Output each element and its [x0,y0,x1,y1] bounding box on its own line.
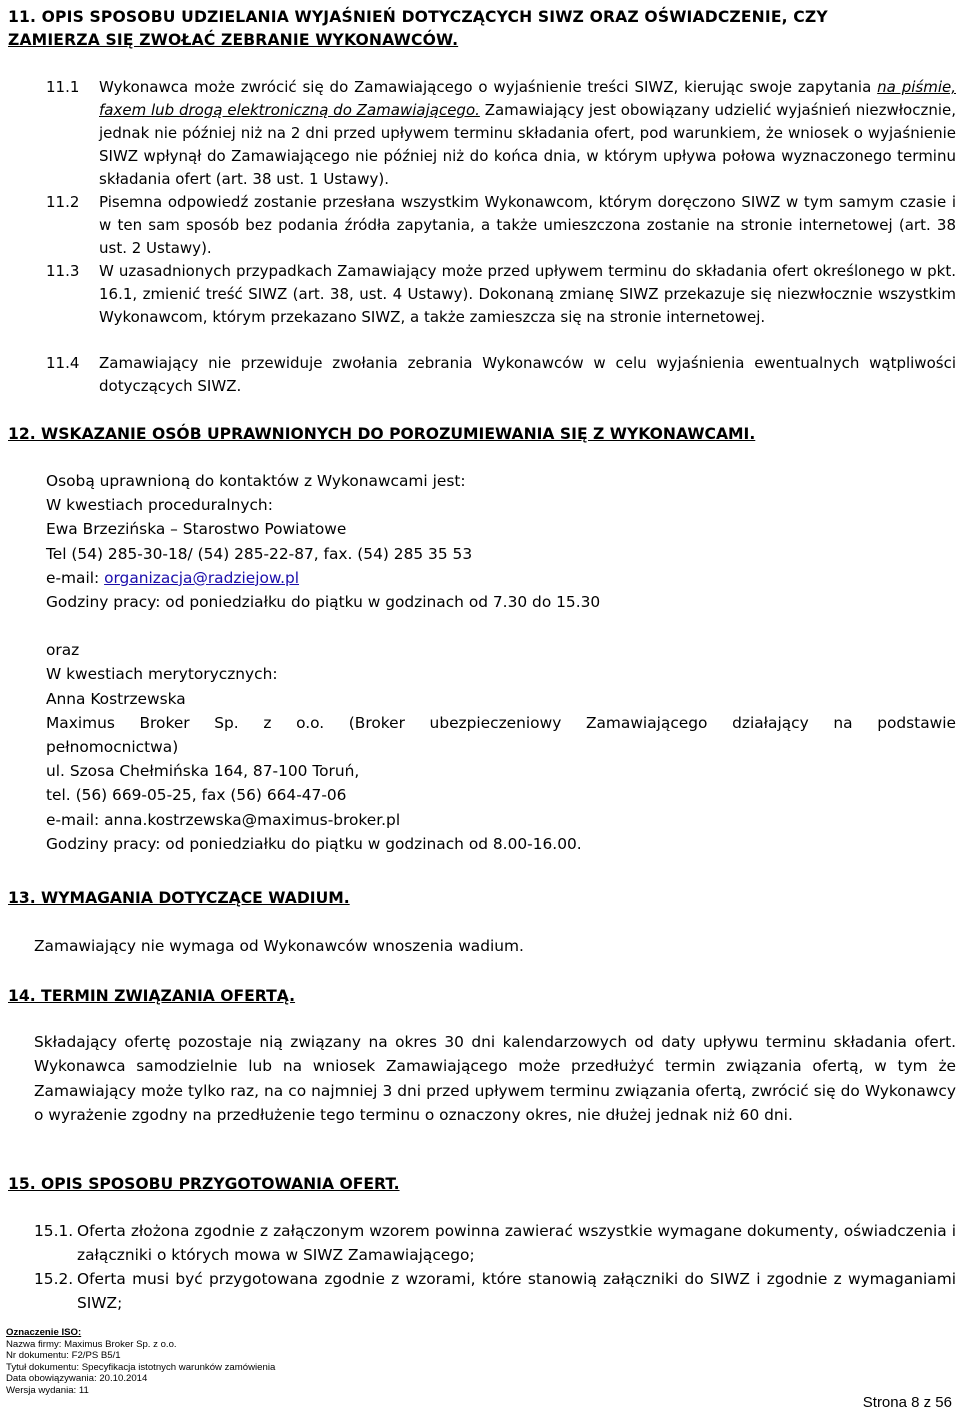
item-text: Wykonawca może zwrócić się do Zamawiającego o wyjaśnienie treści SIWZ, kierując swoje zapytania na piśmie, faxem lub drogą elektroniczną do Zamawiającego. Zamawiający jest obowiązany udzielić wyjaśnień niezwłocznie, jednak nie później niż na 2 dni przed upływem terminu składania ofert, pod warunkiem, że wniosek o wyjaśnienie SIWZ wpłynął do Zamawiającego nie później niż do końca dnia, w którym upływa połowa wyznaczonego terminu składania ofert (art. 38 ust. 1 Ustawy). [99,78,956,188]
substantive-address: ul. Szosa Chełmińska 164, 87-100 Toruń, [46,762,360,781]
footer-doc-number: Nr dokumentu: F2/PS B5/1 [6,1350,121,1362]
item-number: 11.3 [46,262,80,280]
substantive-company: Maximus Broker Sp. z o.o. (Broker ubezpieczeniowy Zamawiającego działający na podstawie [46,713,956,732]
item-11-3 [46,260,956,329]
substantive-company-cont: pełnomocnictwa) [46,738,179,757]
item-text: W uzasadnionych przypadkach Zamawiający może przed upływem terminu do składania ofert określonego w pkt. 16.1, zmienić treść SIWZ (art. 38, ust. 4 Ustawy). Dokonaną zmianę SIWZ przekazuje się niezwłocznie wszystkim Wykonawcom, którym przekazano SIWZ, a także zamieszcza się na stronie internetowej. [99,262,956,326]
substantive-label: W kwestiach merytorycznych: [46,665,278,684]
item-number: 15.2. [34,1270,74,1288]
substantive-email: e-mail: anna.kostrzewska@maximus-broker.pl [46,810,401,829]
item-15-2 [34,1268,956,1315]
procedural-contact-name: Ewa Brzezińska – Starostwo Powiatowe [46,520,347,539]
footer-doc-title: Tytuł dokumentu: Specyfikacja istotnych warunków zamówienia [6,1361,276,1373]
section-13-heading: 13. WYMAGANIA DOTYCZĄCE WADIUM. [8,889,350,907]
section-11-heading-line2: ZAMIERZA SIĘ ZWOŁAĆ ZEBRANIE WYKONAWCÓW. [8,31,459,49]
item-number: 15.1. [34,1222,74,1240]
substantive-phone: tel. (56) 669-05-25, fax (56) 664-47-06 [46,786,347,805]
item-number: 11.4 [46,354,80,372]
section-11-heading-line1: 11. OPIS SPOSOBU UDZIELANIA WYJAŚNIEŃ DOTYCZĄCYCH SIWZ ORAZ OŚWIADCZENIE, CZY [8,8,828,26]
item-text: Oferta złożona zgodnie z załączonym wzorem powinna zawierać wszystkie wymagane dokumenty, oświadczenia i załączniki o których mowa w SIWZ Zamawiającego; [77,1222,956,1264]
section-14-heading: 14. TERMIN ZWIĄZANIA OFERTĄ. [8,987,296,1005]
footer-version: Wersja wydania: 11 [6,1384,89,1396]
submission-methods: na piśmie, faxem lub drogą elektroniczną do Zamawiającego. [99,78,956,119]
conjunction: oraz [46,641,80,660]
section-15-heading: 15. OPIS SPOSOBU PRZYGOTOWANIA OFERT. [8,1175,400,1193]
item-number: 11.1 [46,78,80,96]
item-11-4 [46,352,956,398]
footer-iso-label: Oznaczenie ISO: [6,1327,82,1338]
contact-intro: Osobą uprawnioną do kontaktów z Wykonawcami jest: [46,472,466,490]
document-footer [6,1327,275,1397]
section-12-heading: 12. WSKAZANIE OSÓB UPRAWNIONYCH DO POROZUMIEWANIA SIĘ Z WYKONAWCAMI. [8,425,756,443]
item-text: Zamawiający nie przewiduje zwołania zebrania Wykonawców w celu wyjaśnienia ewentualnych wątpliwości dotyczących SIWZ. [99,354,956,395]
item-number: 11.2 [46,193,80,211]
item-text: Oferta musi być przygotowana zgodnie z wzorami, które stanowią załączniki do SIWZ i zgodnie z wymaganiami SIWZ; [77,1270,956,1312]
contact-block [46,469,956,856]
footer-company: Nazwa firmy: Maximus Broker Sp. z o.o. [6,1338,177,1350]
page-number: Strona 8 z 56 [862,1394,952,1411]
item-text: Pisemna odpowiedź zostanie przesłana wszystkim Wykonawcom, którym doręczono SIWZ w tym samym czasie i w ten sam sposób bez podania źródła zapytania, a także umieszczona zostanie na stronie internetowej (art. 38 ust. 2 Ustawy). [99,193,956,257]
item-15-1 [34,1220,956,1267]
procedural-label: W kwestiach proceduralnych: [46,496,273,515]
procedural-email-line: e-mail: organizacja@radziejow.pl [46,568,300,587]
substantive-contact-name: Anna Kostrzewska [46,689,186,708]
section-11-heading [8,6,956,52]
item-11-1 [46,76,956,191]
substantive-hours: Godziny pracy: od poniedziałku do piątku w godzinach od 8.00-16.00. [46,834,582,853]
procedural-phone: Tel (54) 285-30-18/ (54) 285-22-87, fax. (54) 285 35 53 [46,544,473,563]
item-11-2 [46,191,956,260]
procedural-hours: Godziny pracy: od poniedziałku do piątku w godzinach od 7.30 do 15.30 [46,593,601,612]
section-13-text: Zamawiający nie wymaga od Wykonawców wnoszenia wadium. [34,937,524,955]
footer-valid-date: Data obowiązywania: 20.10.2014 [6,1373,148,1385]
section-14-text: Składający ofertę pozostaje nią związany na okres 30 dni kalendarzowych od daty upływu terminu składania ofert. Wykonawca samodzielnie lub na wniosek Zamawiającego może przedłużyć termin związania ofertą, w tym że Zamawiający może tylko raz, na co najmniej 3 dni przed upływem terminu związania ofertą, zwrócić się do Wykonawcy o wyrażenie zgodny na przedłużenie tego terminu o oznaczony okres, nie dłużej jednak niż 60 dni. [34,1033,956,1125]
email-link[interactable]: organizacja@radziejow.pl [104,568,300,587]
